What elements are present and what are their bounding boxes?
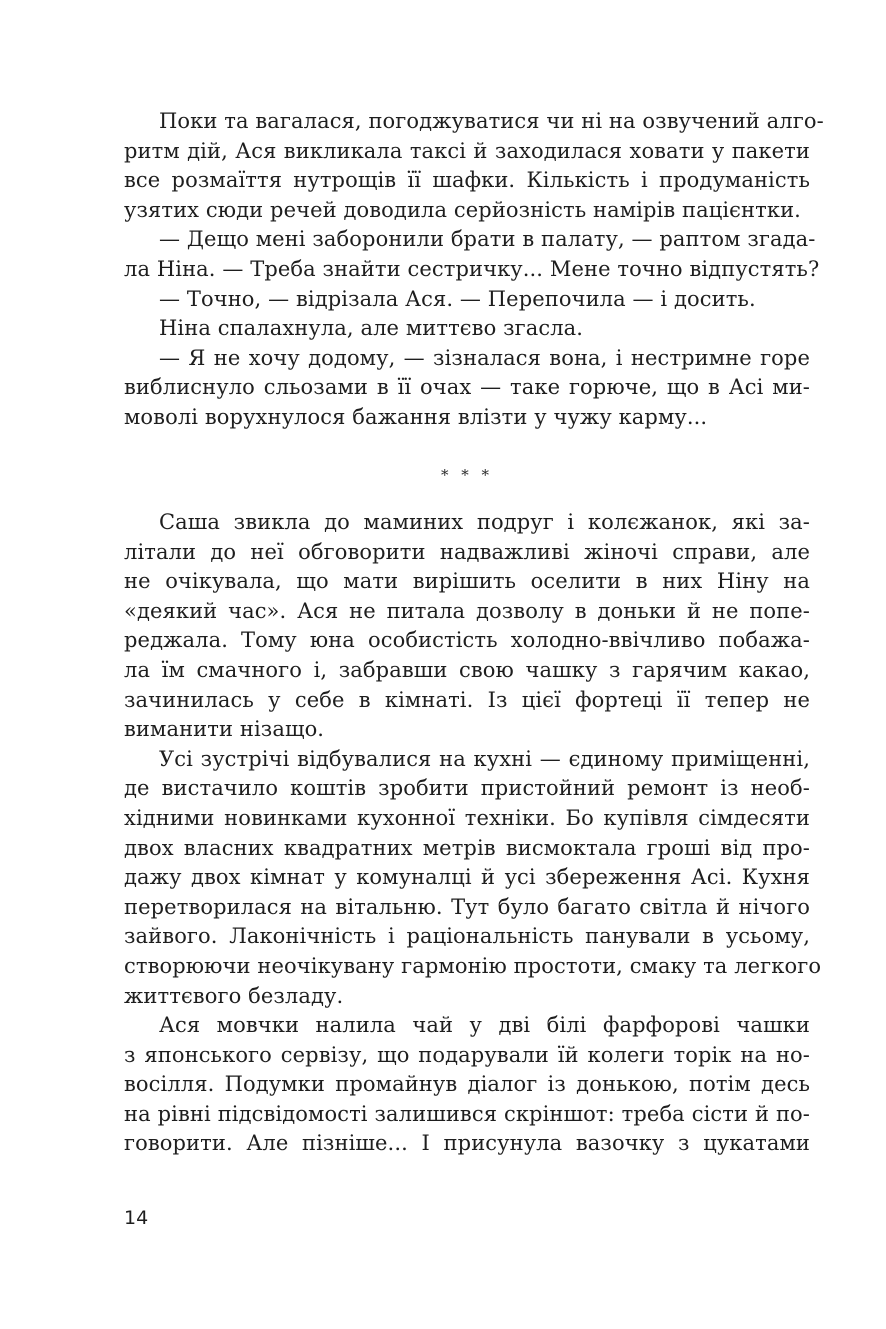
text-line: моволі ворухнулося бажання влізти у чужу карму... (124, 404, 708, 429)
text-line: виманити нізащо. (124, 717, 325, 742)
text-line: Ніна спалахнула, але миттєво згасла. (159, 316, 584, 341)
text-line: — Дещо мені заборонили брати в палату, — раптом згада- (159, 227, 816, 252)
text-line: зайвого. Лаконічність і раціональність панували в усьому, (124, 924, 810, 949)
text-line: з японського сервізу, що подарували їй колеги торік на но- (124, 1042, 810, 1067)
text-line: де вистачило коштів зробити пристойний ремонт із необ- (124, 776, 810, 801)
text-line: — Точно, — відрізала Ася. — Перепочила — і досить. (159, 286, 756, 311)
text-line: життєвого безладу. (124, 983, 344, 1008)
text-line: «деякий час». Ася не питала дозволу в доньки й не попе- (124, 598, 810, 623)
text-line: Ася мовчки налила чай у дві білі фарфорові чашки (159, 1013, 810, 1038)
text-line: реджала. Тому юна особистість холодно-ввічливо побажа- (124, 628, 810, 653)
text-line: на рівні підсвідомості залишився скріншот: треба сісти й по- (124, 1101, 810, 1126)
text-line: ла їм смачного і, забравши свою чашку з гарячим какао, (124, 657, 810, 682)
text-line: літали до неї обговорити надважливі жіночі справи, але (124, 539, 810, 564)
text-line: хідними новинками кухонної техніки. Бо купівля сімдесяти (124, 805, 810, 830)
section-separator: * * * (440, 466, 494, 484)
text-line: виблиснуло сльозами в її очах — таке горюче, що в Асі ми- (124, 375, 810, 400)
text-line: узятих сюди речей доводила серйозність намірів пацієнтки. (124, 197, 801, 222)
text-line: Усі зустрічі відбувалися на кухні — єдиному приміщенні, (159, 746, 810, 771)
page-number: 14 (124, 1207, 149, 1229)
text-line: говорити. Але пізніше... І присунула вазочку з цукатами (124, 1131, 810, 1156)
text-line: — Я не хочу додому, — зізналася вона, і нестримне горе (159, 345, 810, 370)
text-line: перетворилася на вітальню. Тут було багато світла й нічого (124, 894, 810, 919)
text-line: двох власних квадратних метрів висмоктала гроші від про- (124, 835, 810, 860)
text-line: ритм дій, Ася викликала таксі й заходилася ховати у пакети (124, 138, 810, 163)
text-line: Поки та вагалася, погоджуватися чи ні на озвучений алго- (159, 109, 824, 133)
text-line: зачинилась у себе в кімнаті. Із цієї фортеці її тепер не (124, 687, 810, 712)
text-block-bottom (124, 508, 822, 1159)
text-line: не очікувала, що мати вирішить оселити в них Ніну на (124, 569, 810, 594)
text-line: створюючи неочікувану гармонію простоти, смаку та легкого (124, 953, 822, 978)
text-block-top (124, 107, 824, 433)
text-line: дажу двох кімнат у комуналці й усі збереження Асі. Кухня (124, 865, 810, 890)
text-line: ла Ніна. — Треба знайти сестричку... Мене точно відпустять? (124, 256, 820, 281)
text-line: Саша звикла до маминих подруг і колєжанок, які за- (159, 510, 810, 534)
text-line: восілля. Подумки промайнув діалог із донькою, потім десь (124, 1072, 810, 1097)
text-line: все розмаїття нутрощів її шафки. Кількість і продуманість (124, 168, 810, 193)
